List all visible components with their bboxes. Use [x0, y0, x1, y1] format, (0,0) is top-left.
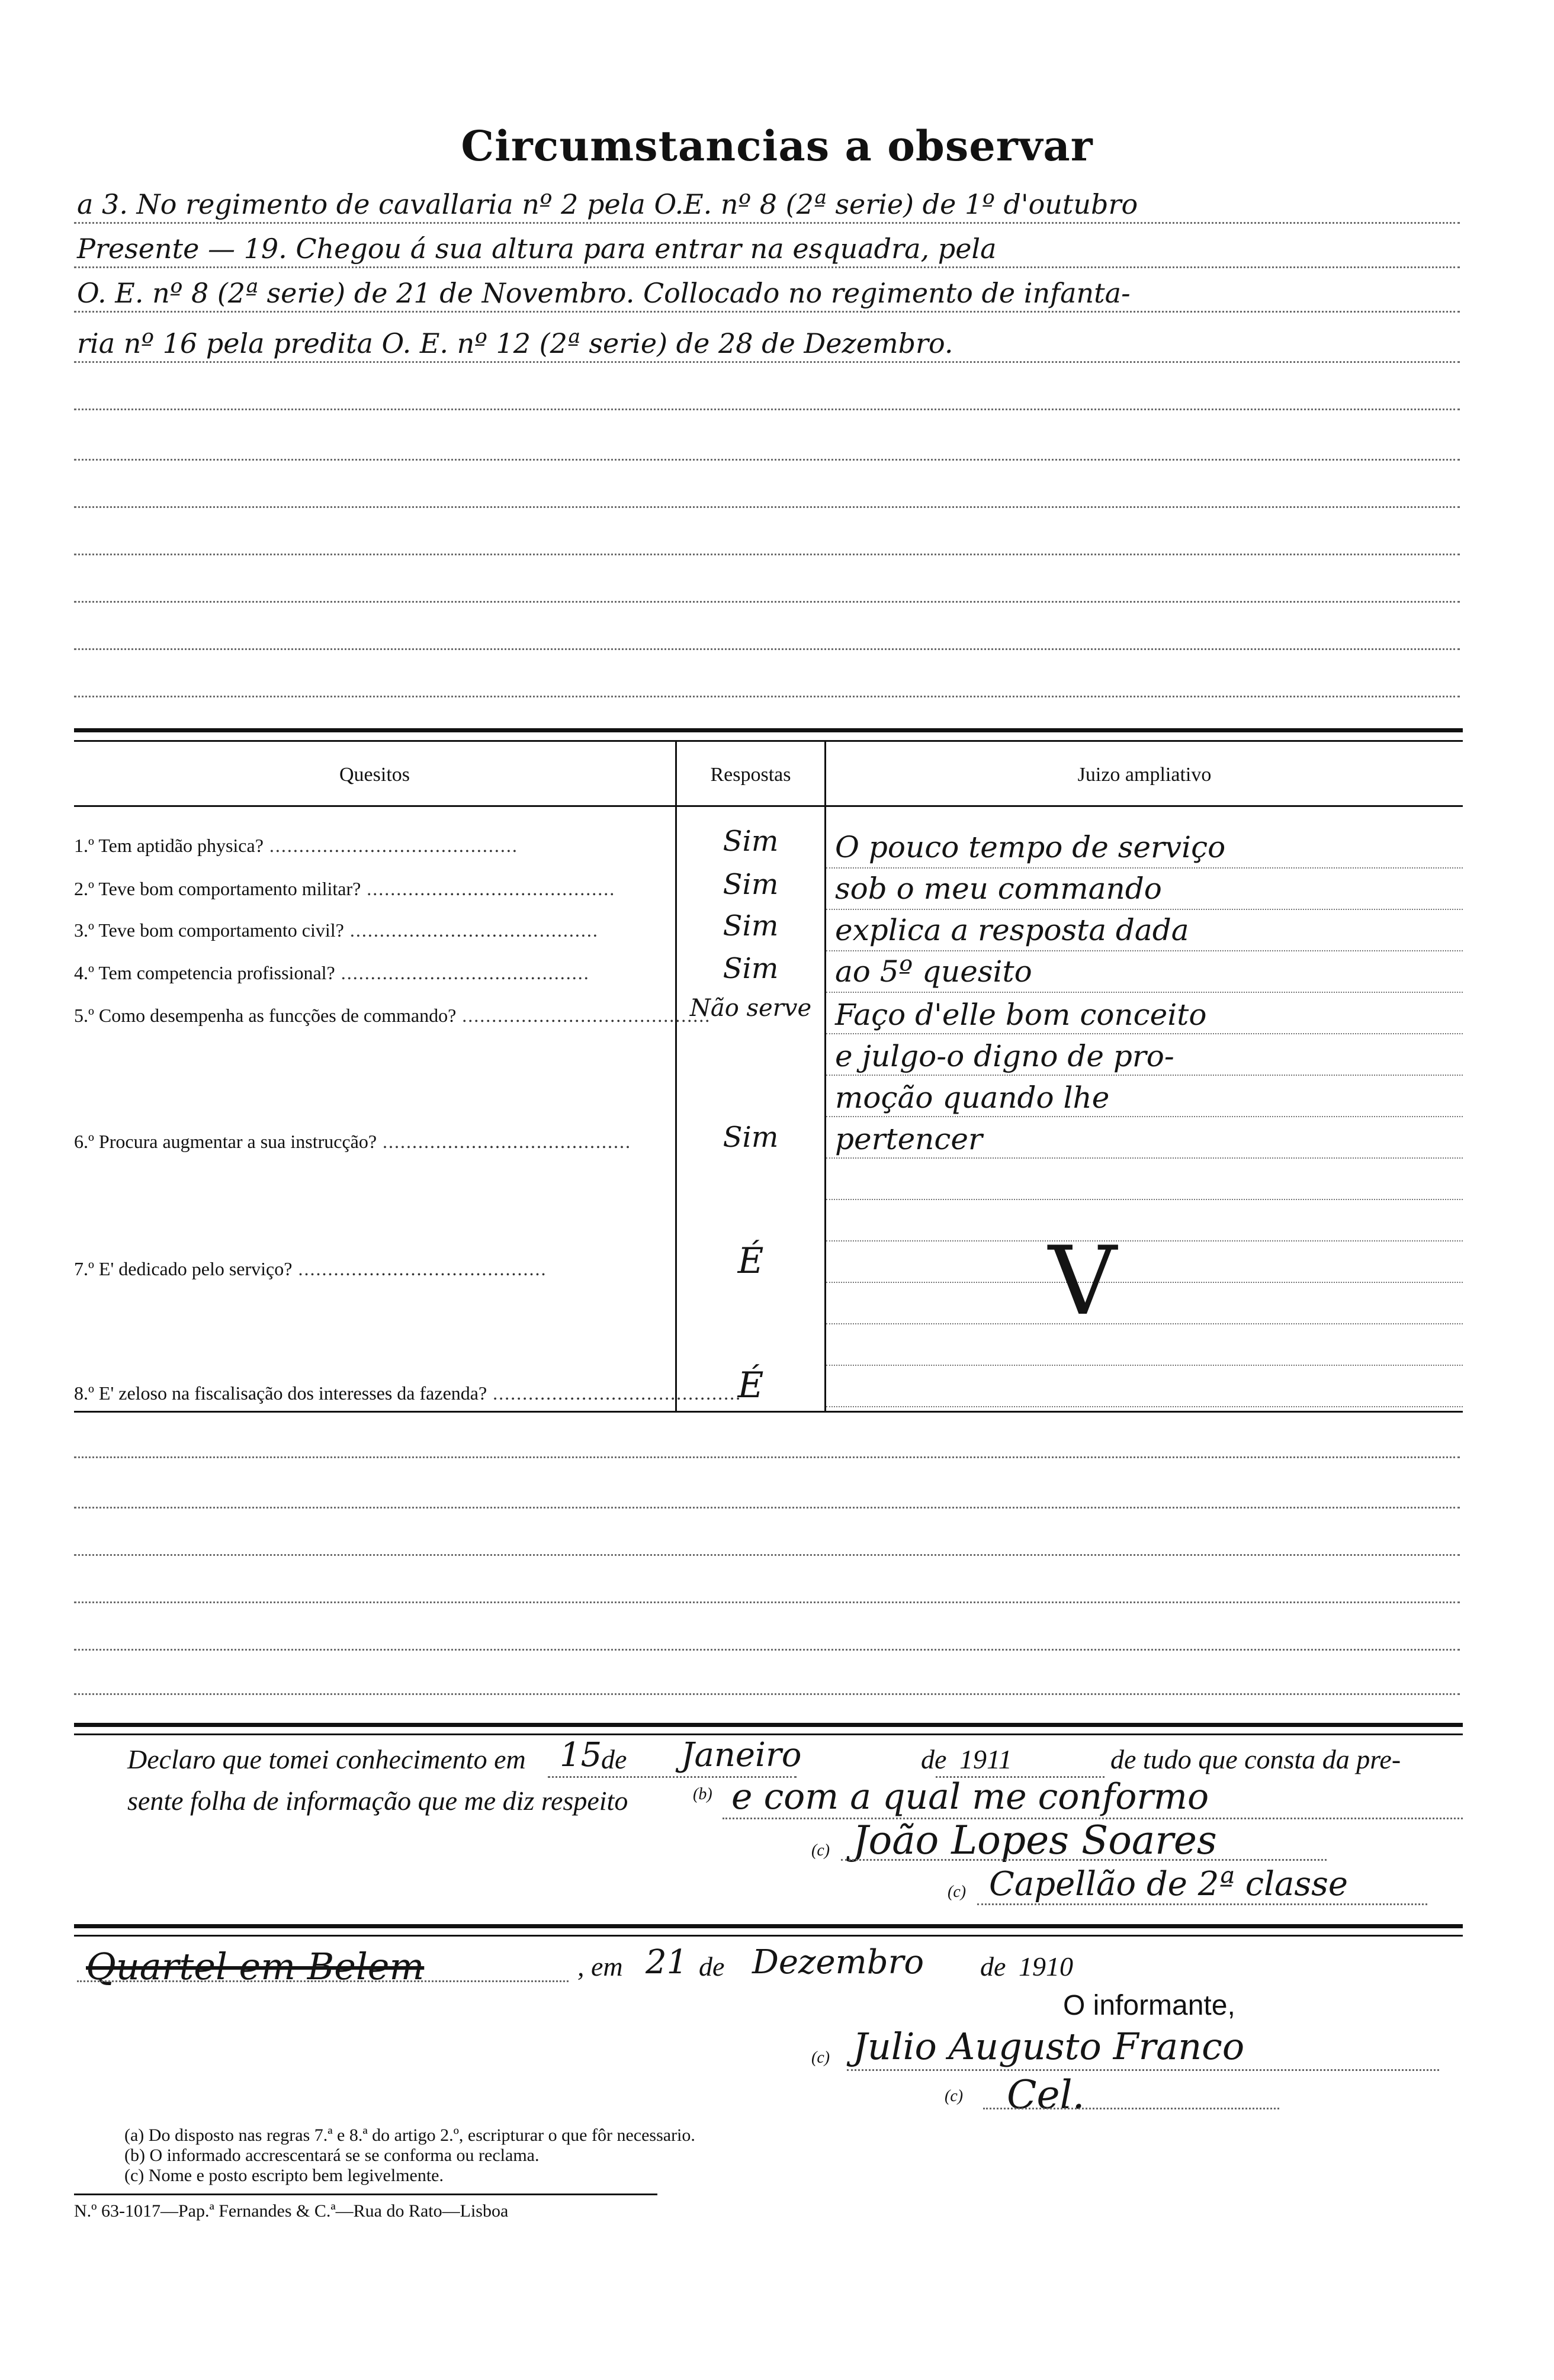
dotted-line	[74, 1554, 1460, 1556]
juizo-mark: V	[1048, 1226, 1117, 1336]
observation-line-3: O. E. nº 8 (2ª serie) de 21 de Novembro. Collocado no regimento de infanta-	[77, 277, 1131, 309]
answer-7: É	[737, 1240, 764, 1282]
informant-place: Quartel em Belem	[86, 1945, 425, 1988]
dotted-line	[847, 2069, 1439, 2071]
juizo-row-line	[826, 1240, 1463, 1242]
header-respostas: Respostas	[710, 764, 791, 786]
dotted-line	[74, 1693, 1460, 1695]
declaration-top-rule-thin	[74, 1733, 1463, 1735]
dotted-line	[74, 648, 1460, 650]
juizo-line-2: sob o meu commando	[835, 871, 1162, 906]
juizo-row-line	[826, 1282, 1463, 1283]
dotted-line	[74, 1649, 1460, 1651]
answer-2: Sim	[723, 868, 779, 901]
page-title: Circumstancias a observar	[461, 121, 1093, 171]
question-5: 5.º Como desempenha as funcções de commando? ..........................................	[74, 1005, 711, 1026]
dotted-line	[841, 1859, 1327, 1861]
c-mark: (c)	[811, 2048, 830, 2067]
table-top-rule	[74, 728, 1463, 732]
declaration-day: 15	[560, 1736, 602, 1774]
observation-line-2: Presente — 19. Chegou á sua altura para entrar na esquadra, pela	[77, 233, 997, 265]
c-mark: (c)	[948, 1883, 967, 1901]
observation-line-1: a 3. No regimento de cavallaria nº 2 pela O.E. nº 8 (2ª serie) de 1º d'outubro	[77, 188, 1138, 220]
informant-sep: , em	[577, 1951, 623, 1982]
juizo-row-line	[826, 992, 1463, 993]
juizo-row-line	[826, 1033, 1463, 1034]
juizo-row-line	[826, 867, 1463, 869]
dotted-line	[74, 266, 1460, 268]
declaration-de-2: de	[921, 1744, 947, 1774]
juizo-row-line	[826, 1116, 1463, 1117]
dotted-line	[74, 222, 1460, 224]
informant-day: 21	[646, 1943, 688, 1982]
juizo-line-3: explica a resposta dada	[835, 913, 1189, 947]
juizo-line-6: e julgo-o digno de pro-	[835, 1039, 1174, 1073]
question-4: 4.º Tem competencia profissional? ..........................................	[74, 962, 590, 983]
informant-year: 1910	[1019, 1951, 1073, 1982]
c-mark: (c)	[945, 2087, 964, 2105]
declaration-signature: João Lopes Soares	[853, 1818, 1217, 1863]
header-quesitos: Quesitos	[339, 764, 410, 786]
informant-top-rule-thin	[74, 1935, 1463, 1937]
answer-8: É	[737, 1365, 764, 1406]
answer-4: Sim	[723, 952, 779, 985]
dotted-line	[74, 696, 1460, 697]
dotted-line	[74, 1456, 1460, 1458]
declaration-month: Janeiro	[681, 1736, 802, 1774]
juizo-line-4: ao 5º quesito	[835, 954, 1032, 989]
note-b-mark: (b)	[693, 1785, 712, 1803]
juizo-line-8: pertencer	[835, 1122, 983, 1156]
column-divider-1	[675, 742, 677, 1411]
dotted-line	[74, 409, 1460, 410]
c-mark: (c)	[811, 1841, 830, 1860]
declaration-rank: Capellão de 2ª classe	[989, 1865, 1348, 1903]
table-top-rule-thin	[74, 740, 1463, 742]
juizo-line-7: moção quando lhe	[835, 1080, 1110, 1115]
question-8: 8.º E' zeloso na fiscalisação dos interesses da fazenda? ..........................................	[74, 1382, 742, 1404]
declaration-de-1: de	[601, 1744, 627, 1774]
declaration-text-3: sente folha de informação que me diz respeito	[127, 1786, 628, 1816]
juizo-row-line	[826, 1157, 1463, 1159]
question-2: 2.º Teve bom comportamento militar? ..........................................	[74, 878, 616, 899]
imprint: N.º 63-1017—Pap.ª Fernandes & C.ª—Rua do Rato—Lisboa	[74, 2201, 509, 2221]
dotted-line	[77, 1980, 569, 1982]
dotted-line	[977, 1903, 1427, 1905]
question-6: 6.º Procura augmentar a sua instrucção? ..........................................	[74, 1131, 632, 1152]
declaration-text-1: Declaro que tomei conhecimento em	[127, 1744, 526, 1774]
dotted-line	[74, 1507, 1460, 1509]
informant-signature: Julio Augusto Franco	[853, 2025, 1245, 2068]
footnote-a: (a) Do disposto nas regras 7.ª e 8.ª do artigo 2.º, escripturar o que fôr necessario.	[124, 2125, 695, 2145]
declaration-year: 1911	[959, 1744, 1012, 1774]
juizo-line-5: Faço d'elle bom conceito	[835, 998, 1207, 1032]
answer-1: Sim	[723, 825, 779, 858]
declaration-text-2: de tudo que consta da pre-	[1110, 1744, 1401, 1774]
answer-3: Sim	[723, 909, 779, 943]
dotted-line	[74, 1601, 1460, 1603]
dotted-line	[74, 361, 1460, 363]
declaration-top-rule	[74, 1723, 1463, 1727]
informant-month: Dezembro	[752, 1943, 924, 1982]
dotted-line	[74, 311, 1460, 313]
answer-5: Não serve	[689, 995, 812, 1022]
juizo-row-line	[826, 1323, 1463, 1324]
header-juizo: Juizo ampliativo	[1077, 764, 1212, 786]
table-bottom-rule	[74, 1411, 1463, 1413]
footnote-c: (c) Nome e posto escripto bem legivelmente.	[124, 2166, 444, 2185]
dotted-line	[74, 554, 1460, 555]
footnote-b: (b) O informado accrescentará se se conforma ou reclama.	[124, 2146, 540, 2165]
declaration-response: e com a qual me conformo	[731, 1776, 1209, 1818]
column-divider-2	[824, 742, 826, 1411]
juizo-row-line	[826, 1075, 1463, 1076]
juizo-row-line	[826, 1365, 1463, 1366]
informant-de-1: de	[699, 1951, 725, 1982]
dotted-line	[74, 601, 1460, 603]
dotted-line	[74, 459, 1460, 461]
juizo-row-line	[826, 1406, 1463, 1407]
dotted-line	[74, 506, 1460, 508]
juizo-row-line	[826, 909, 1463, 910]
informant-rank: Cel.	[1007, 2072, 1085, 2118]
informant-top-rule	[74, 1924, 1463, 1928]
answer-6: Sim	[723, 1121, 779, 1154]
juizo-row-line	[826, 950, 1463, 951]
table-header-rule	[74, 805, 1463, 807]
juizo-row-line	[826, 1199, 1463, 1200]
juizo-line-1: O pouco tempo de serviço	[835, 830, 1226, 864]
informant-de-2: de	[980, 1951, 1006, 1982]
informant-label: O informante,	[1063, 1990, 1235, 2021]
question-1: 1.º Tem aptidão physica? ..........................................	[74, 835, 518, 856]
question-7: 7.º E' dedicado pelo serviço? ..........................................	[74, 1258, 547, 1279]
imprint-rule	[74, 2194, 657, 2195]
dotted-line	[983, 2108, 1279, 2109]
observation-line-4: ria nº 16 pela predita O. E. nº 12 (2ª serie) de 28 de Dezembro.	[77, 327, 953, 359]
question-3: 3.º Teve bom comportamento civil? ..........................................	[74, 919, 599, 941]
